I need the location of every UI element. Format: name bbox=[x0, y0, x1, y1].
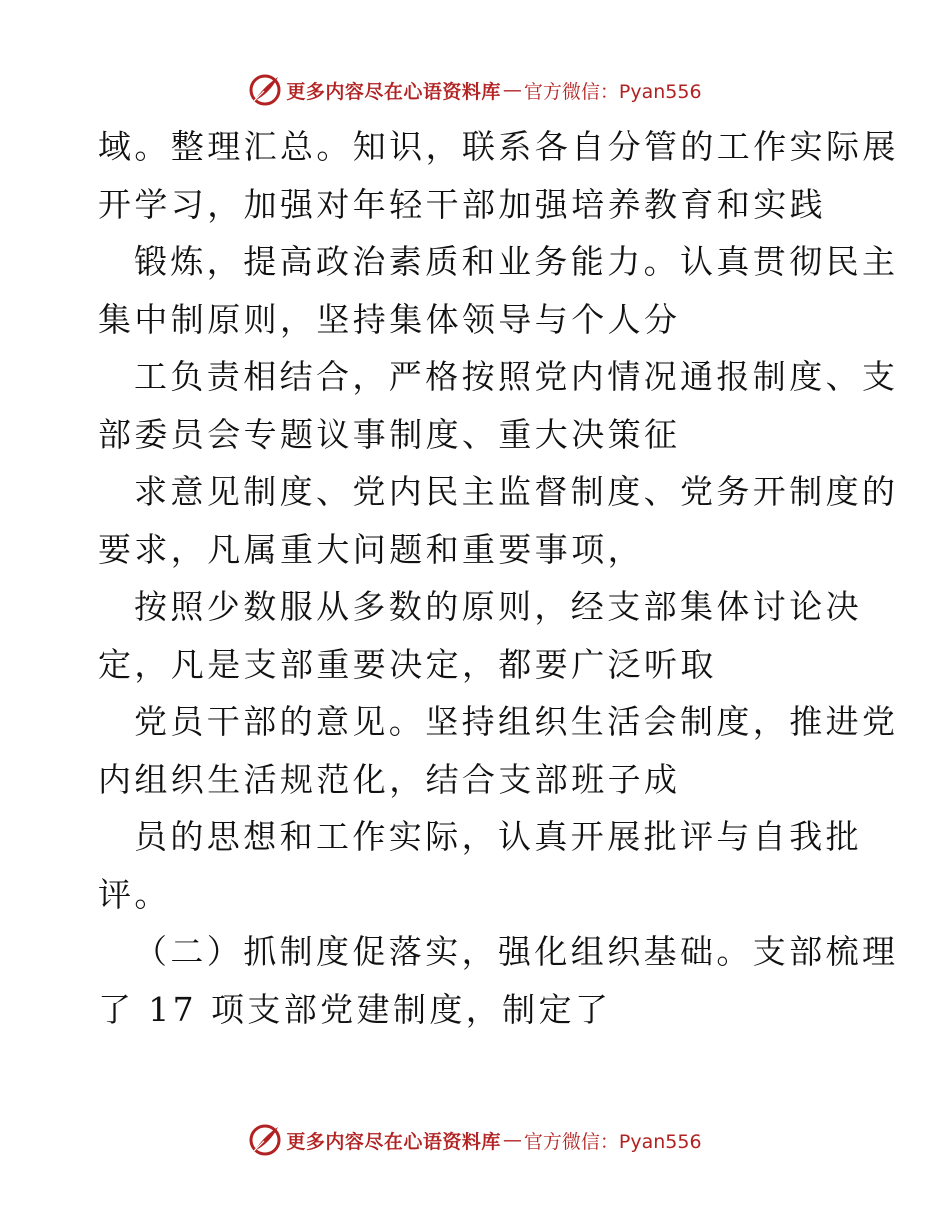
text-line: 按照少数服从多数的原则，经支部集体讨论决 bbox=[134, 587, 862, 626]
text-line: 内组织生活规范化，结合支部班子成 bbox=[98, 759, 681, 799]
watermark-brand-text: 更多内容尽在心语资料库 bbox=[286, 80, 501, 103]
text-line: 部委员会专题议事制度、重大决策征 bbox=[98, 414, 681, 454]
watermark-separator: — bbox=[502, 79, 522, 101]
watermark-separator: — bbox=[502, 1129, 522, 1151]
text-line: 集中制原则，坚持集体领导与个人分 bbox=[98, 299, 681, 339]
text-line: 员的思想和工作实际，认真开展批评与自我批 bbox=[134, 817, 862, 856]
header-watermark bbox=[0, 70, 950, 110]
text-line: 工负责相结合，严格按照党内情况通报制度、支 bbox=[134, 357, 899, 396]
feather-pen-logo-icon bbox=[248, 73, 282, 107]
footer-watermark bbox=[0, 1120, 950, 1160]
text-line: 开学习，加强对年轻干部加强培养教育和实践 bbox=[98, 184, 826, 224]
text-line: 要求，凡属重大问题和重要事项， bbox=[98, 529, 644, 569]
text-line: 锻炼，提高政治素质和业务能力。认真贯彻民主 bbox=[134, 242, 899, 281]
text-line: 了 17 项支部党建制度，制定了 bbox=[98, 989, 612, 1029]
feather-pen-logo-icon bbox=[248, 1123, 282, 1157]
document-body bbox=[98, 118, 899, 1038]
watermark-brand-text: 更多内容尽在心语资料库 bbox=[286, 1130, 501, 1153]
text-line: 党员干部的意见。坚持组织生活会制度，推进党 bbox=[134, 702, 899, 741]
watermark-official-text: 官方微信：Pyan556 bbox=[523, 80, 702, 103]
text-line: 求意见制度、党内民主监督制度、党务开制度的 bbox=[134, 472, 899, 511]
watermark-official-text: 官方微信：Pyan556 bbox=[523, 1130, 702, 1153]
text-line: （二）抓制度促落实，强化组织基础。支部梳理 bbox=[134, 932, 899, 971]
text-line: 评。 bbox=[98, 874, 171, 914]
text-line: 定，凡是支部重要决定，都要广泛听取 bbox=[98, 644, 717, 684]
text-line: 域。整理汇总。知识，联系各自分管的工作实际展 bbox=[98, 127, 899, 166]
